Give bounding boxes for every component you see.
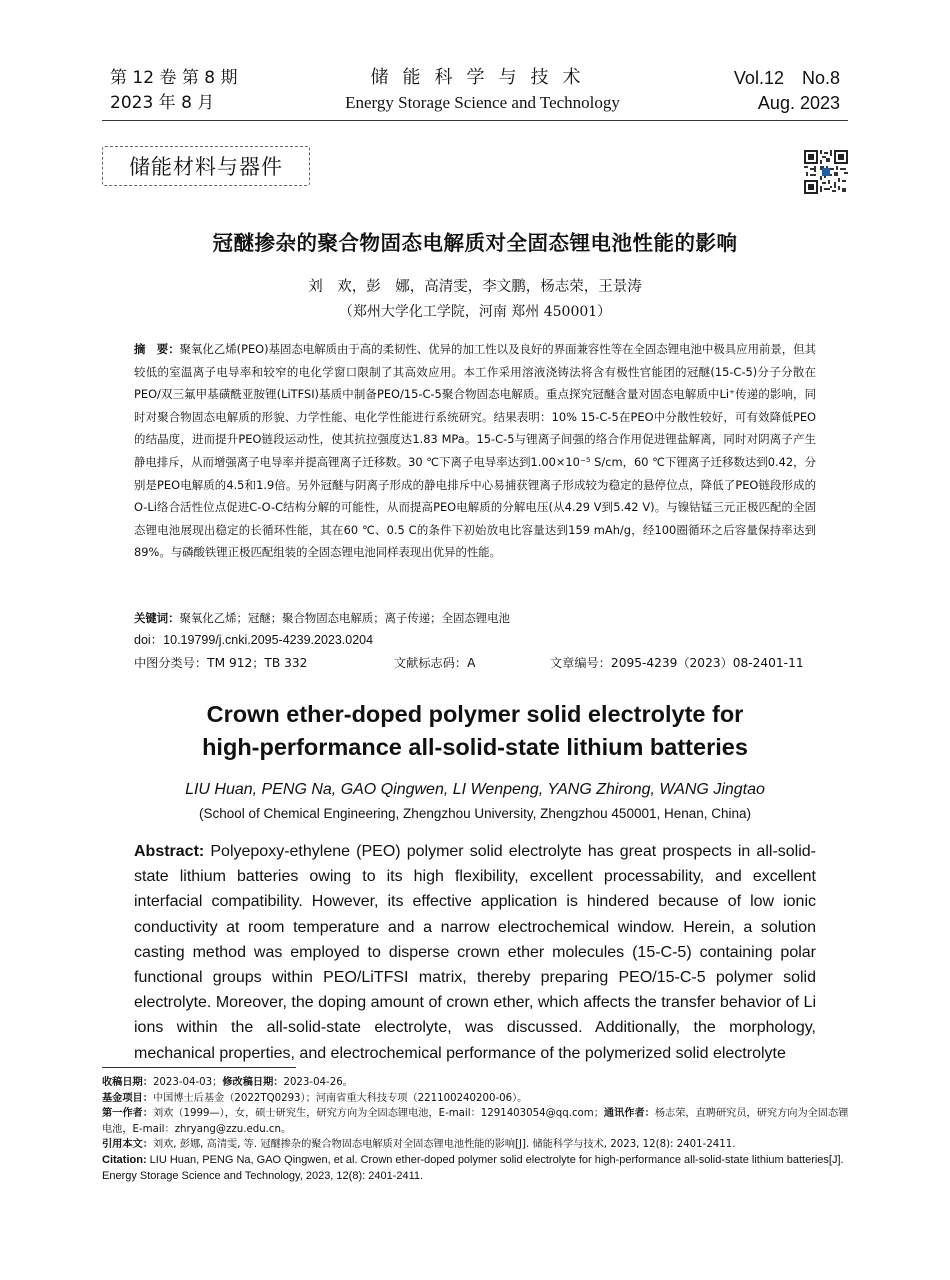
journal-name-cn: 储能科学与技术 bbox=[370, 67, 595, 88]
author-en: YANG Zhirong bbox=[547, 781, 651, 798]
abstract-text-en: Polyepoxy-ethylene (PEO) polymer solid electrolyte has great prospects in all-solid-state lithium batteries owing to its high flexibility, excellent processability, and excellent interfacial compatibility. However, its effective application is hindered because of low ionic conductivity at room temperature and a narrow electrochemical window. Herein, a solution casting method was employed to disperse crown ether molecules (15-C-5) containing polar functional groups within PEO/LiTFSI matrix, thereby preparing PEO/15-C-5 polymer solid electrolyte. Moreover, the doping amount of crown ether, which affects the transfer behavior of Li ions within the all-solid-state electrolyte, was discussed. Additionally, the morphology, mechanical properties, and electrochemical performance of the polymerized solid electrolyte bbox=[134, 843, 817, 1062]
author-en: WANG Jingtao bbox=[659, 781, 765, 798]
author-en: GAO Qingwen bbox=[340, 781, 444, 798]
date-en: Aug. 2023 bbox=[757, 93, 840, 113]
author-separator: , bbox=[443, 781, 453, 798]
article-number: 文章编号：2095-4239（2023）08-2401-11 bbox=[550, 656, 804, 670]
abstract-label-en: Abstract: bbox=[134, 843, 205, 860]
author-en: LI Wenpeng bbox=[452, 781, 539, 798]
footnote-authors: 第一作者：刘欢（1999—），女，硕士研究生，研究方向为全固态锂电池，E-mail：1291403054@qq.com；通讯作者：杨志荣，直聘研究员，研究方向为全固态锂电池，E-mail：zhryang@zzu.edu.cn。 bbox=[102, 1108, 849, 1135]
doi-link[interactable]: doi：10.19799/j.cnki.2095-4239.2023.0204 bbox=[134, 633, 374, 647]
abstract-en bbox=[134, 839, 816, 1066]
footnote-cite-en: Citation: LIU Huan, PENG Na, GAO Qingwen, et al. Crown ether-doped polymer solid electrolyte for high-performance all-solid-state lithium batteries[J]. Energy Storage Science and Technology, 2023, 12(8): 2401-2411. bbox=[102, 1153, 844, 1182]
author-separator: , bbox=[538, 781, 548, 798]
footnote-cite-cn: 引用本文：刘欢, 彭娜, 高清雯, 等. 冠醚掺杂的聚合物固态电解质对全固态锂电池性能的影响[J]. 储能科学与技术, 2023, 12(8): 2401-2411. bbox=[102, 1139, 736, 1151]
affiliation-cn: （郑州大学化工学院，河南 郑州 450001） bbox=[338, 304, 612, 320]
section-label bbox=[102, 146, 310, 186]
author-en: PENG Na bbox=[261, 781, 332, 798]
date-cn: 2023 年 8 月 bbox=[110, 93, 215, 113]
footnote-fund: 基金项目：中国博士后基金（2022TQ0293）；河南省重大科技专项（221100240200-06）。 bbox=[102, 1092, 528, 1104]
header-journal bbox=[300, 66, 665, 116]
section-label-text: 储能材料与器件 bbox=[129, 155, 283, 179]
header-divider bbox=[102, 120, 848, 121]
author-en: LIU Huan bbox=[185, 781, 253, 798]
authors-cn: 刘 欢，彭 娜，高清雯，李文鹏，杨志荣，王景涛 bbox=[308, 279, 642, 295]
footnotes bbox=[102, 1075, 850, 1184]
volume-issue-cn: 第 12 卷 第 8 期 bbox=[110, 68, 238, 88]
journal-name-en: Energy Storage Science and Technology bbox=[345, 93, 620, 112]
header-volume-en bbox=[734, 66, 840, 116]
footnote-divider bbox=[102, 1067, 296, 1068]
title-en-line1: Crown ether-doped polymer solid electrolyte for bbox=[206, 701, 744, 727]
author-separator: , bbox=[331, 781, 341, 798]
authors-en bbox=[102, 781, 848, 799]
qr-code-icon[interactable] bbox=[804, 150, 848, 194]
footnote-dates: 收稿日期：2023-04-03；修改稿日期：2023-04-26。 bbox=[102, 1077, 353, 1088]
abstract-text-cn: 聚氧化乙烯(PEO)基固态电解质由于高的柔韧性、优异的加工性以及良好的界面兼容性等在全固态锂电池中极具应用前景，但其较低的室温离子电导率和较窄的电化学窗口限制了其高效应用。本工作采用溶液浇铸法将含有极性官能团的冠醚(15-C-5)分子分散在PEO/双三氟甲基磺酰亚胺锂(LiTFSI)基质中制备PEO/15-C-5聚合物固态电解质。重点探究冠醚含量对固态电解质中Li⁺传递的影响，同时对聚合物固态电解质的形貌、力学性能、电化学性能进行系统研究。结果表明：10% 15-C-5在PEO中分散性较好，可有效降低PEO的结晶度，进而提升PEO链段运动性，使其抗拉强度达1.83 MPa。15-C-5与锂离子间强的络合作用促进锂盐解离，同时对阴离子产生静电排斥，从而增强离子电导率并提高锂离子迁移数。30 ℃下离子电导率达到1.00×10⁻⁵ S/cm，60 ℃下锂离子迁移数达到0.42，分别是PEO电解质的4.5和1.9倍。另外冠醚与阴离子形成的静电排斥中心易捕获锂离子形成较为稳定的悬停位点，降低了PEO链段形成的O-Li络合活性位点促进C-O-C结构分解的可能性，从而提高PEO电解质的分解电压(从4.29 V到5.42 V)。与镍钴锰三元正极匹配的全固态锂电池展现出稳定的长循环性能，其在60 ℃、0.5 C的条件下初始放电比容量达到159 mAh/g，经100圈循环之后容量保持率达到89%。与磷酸铁锂正极匹配组装的全固态锂电池同样表现出优异的性能。 bbox=[134, 342, 816, 560]
keywords-text: 聚氧化乙烯；冠醚；聚合物固态电解质；离子传递；全固态锂电池 bbox=[179, 611, 510, 625]
abstract-cn bbox=[134, 338, 816, 564]
document-code: 文献标志码：A bbox=[394, 656, 476, 670]
keywords-label: 关键词： bbox=[134, 611, 180, 625]
title-en-line2: high-performance all-solid-state lithium batteries bbox=[202, 734, 748, 760]
abstract-label-cn: 摘 要： bbox=[134, 342, 180, 356]
clc-number: 中图分类号：TM 912；TB 332 bbox=[134, 656, 308, 670]
volume-issue-en: Vol.12 No.8 bbox=[733, 68, 840, 88]
author-separator: , bbox=[252, 781, 262, 798]
article-title-cn: 冠醚掺杂的聚合物固态电解质对全固态锂电池性能的影响 bbox=[212, 231, 738, 255]
header-volume-cn bbox=[110, 66, 237, 116]
keywords-cn bbox=[134, 607, 816, 629]
affiliation-en: (School of Chemical Engineering, Zhengzhou University, Zhengzhou 450001, Henan, China) bbox=[198, 806, 752, 821]
article-title-en bbox=[120, 698, 830, 764]
author-separator: , bbox=[650, 781, 660, 798]
